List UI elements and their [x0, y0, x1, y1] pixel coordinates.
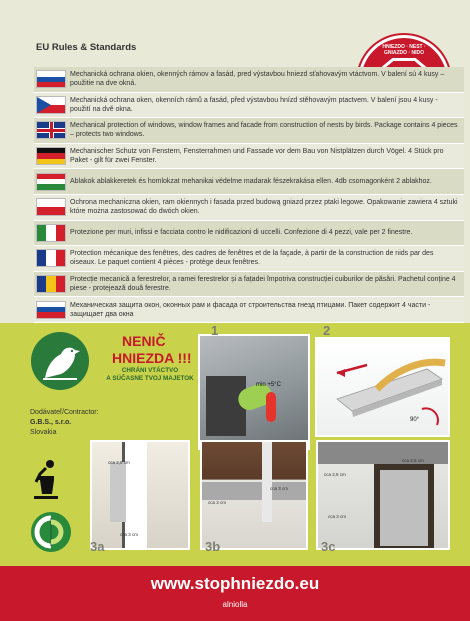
- russia-flag-icon: [36, 301, 66, 319]
- logo-ring-top: HNIEZDO · NEST · GNIAZDO · NIDO: [382, 44, 426, 56]
- contractor-info: [30, 408, 99, 438]
- slogan-line-2: HNIEZDA !!!: [112, 350, 192, 366]
- germany-flag-icon: [36, 147, 66, 165]
- website-link[interactable]: www.stophniezdo.eu: [150, 574, 320, 593]
- measurement-label: cca 2,5 cm: [108, 460, 130, 465]
- bird-logo-icon: [31, 332, 89, 390]
- language-row: [34, 67, 464, 93]
- step-3c-photo: [316, 440, 450, 550]
- description-text: Mechanical protection of windows, window frames and facade from construction of nests by birds. Package contains 4 pieces – protects two windows.: [70, 122, 458, 139]
- hungary-flag-icon: [36, 173, 66, 191]
- language-row: [34, 118, 464, 144]
- description-text: Mechanická ochrana oken, okenních rámů a fasád, před výstavbou hnízd stěhovavým ptactvem. V balení jsou 4 kusy - použití na dvě okna.: [70, 96, 438, 113]
- step-3a-photo: [90, 440, 190, 550]
- description-text: Ablakok ablakkeretek és homlokzat mehanikai védelme madarak fészekrakása ellen. 4db csomagonként 2 ablakhoz.: [70, 178, 432, 186]
- language-row: [34, 93, 464, 119]
- measurement-label: cca 3 cm: [208, 500, 227, 505]
- language-list: [34, 67, 464, 323]
- measurement-label: cca 3 cm: [120, 532, 139, 537]
- description-text: Protecție mecanică a ferestrelor, a ramei ferestrelor și a fațadei împotriva construcției cuiburilor de păsări. Pachetul conține 4 piese - protejează două ferestre.: [70, 276, 456, 293]
- uk-flag-icon: [36, 121, 66, 139]
- step-1-photo: [198, 334, 310, 450]
- measurement-label: cca 2,5 cm: [324, 472, 346, 477]
- angle-label: 90°: [410, 417, 420, 423]
- step-number: 3b: [205, 539, 221, 554]
- description-text: Protection mécanique des fenêtres, des cadres de fenêtres et de la façade, à partir de la construction de nids par des oiseaux. Le paquet contient 4 pièces - protège deux fenêtres.: [70, 250, 434, 267]
- contractor-country: Slovakia: [30, 429, 57, 436]
- measurement-label: cca 2,5 cm: [402, 458, 424, 463]
- language-row: [34, 195, 464, 221]
- footer-subtext: alniolla: [222, 600, 248, 609]
- slogan-sub: [100, 367, 200, 383]
- temperature-label: min +5°C: [256, 382, 281, 388]
- language-row: [34, 297, 464, 323]
- slogan-heading: [112, 333, 192, 367]
- step-number: 2: [323, 323, 331, 338]
- language-row: [34, 169, 464, 195]
- step-number: 1: [211, 323, 219, 338]
- trash-bin-icon: [30, 458, 60, 505]
- slovakia-flag-icon: [36, 70, 66, 88]
- description-text: Mechanická ochrana okien, okenných rámov a fasád, pred výstavbou hniezd sťahovavým vtáctvom. V balení sú 4 kusy – použitie na dve okná.: [70, 71, 445, 88]
- measurement-label: cca 3 cm: [328, 514, 347, 519]
- green-dot-icon: [31, 512, 71, 552]
- step-number: 3a: [90, 539, 105, 554]
- czech-flag-icon: [36, 96, 66, 114]
- step-number: 3c: [321, 539, 336, 554]
- description-text: Механическая защита окон, оконных рам и фасада от строительства гнезд птицами. Пакет содержит 4 части - защищает два окна: [70, 301, 431, 318]
- step-2-photo: [315, 337, 450, 437]
- slogan-line-1: NENIČ: [122, 333, 166, 349]
- slogan-line-4: A SÚČASNE TVOJ MAJETOK: [106, 375, 194, 382]
- slogan-line-3: CHRÁNI VTÁCTVO: [121, 367, 179, 374]
- contractor-label: Dodávateľ/Contractor:: [30, 409, 99, 416]
- measurement-label: cca 3 cm: [270, 486, 289, 491]
- language-row: [34, 246, 464, 272]
- page-title: EU Rules & Standards: [36, 42, 137, 53]
- poland-flag-icon: [36, 198, 66, 216]
- france-flag-icon: [36, 249, 66, 267]
- language-row: [34, 144, 464, 170]
- italy-flag-icon: [36, 224, 66, 242]
- romania-flag-icon: [36, 275, 66, 293]
- description-text: Ochrona mechaniczna okien, ram okiennych i fasada przed budową gniazd przez ptaki legowe. Opakowanie zawiera 4 sztuki które można zastosować do dwóch okien.: [70, 199, 458, 216]
- description-text: Protezione per muri, infissi e facciata contro le nidificazioni di uccelli. Confezione di 4 pezzi, vale per 2 finestre.: [70, 229, 413, 237]
- language-row: [34, 272, 464, 298]
- language-row: [34, 221, 464, 247]
- description-text: Mechanischer Schutz von Fenstern, Fensterrahmen und Fassade vor dem Bau von Nistplätzen durch Vögel. 4 Stück pro Paket - gilt für zwei Fenster.: [70, 148, 444, 165]
- contractor-name: G.B.S., s.r.o.: [30, 419, 72, 426]
- step-3b-photo: [200, 440, 308, 550]
